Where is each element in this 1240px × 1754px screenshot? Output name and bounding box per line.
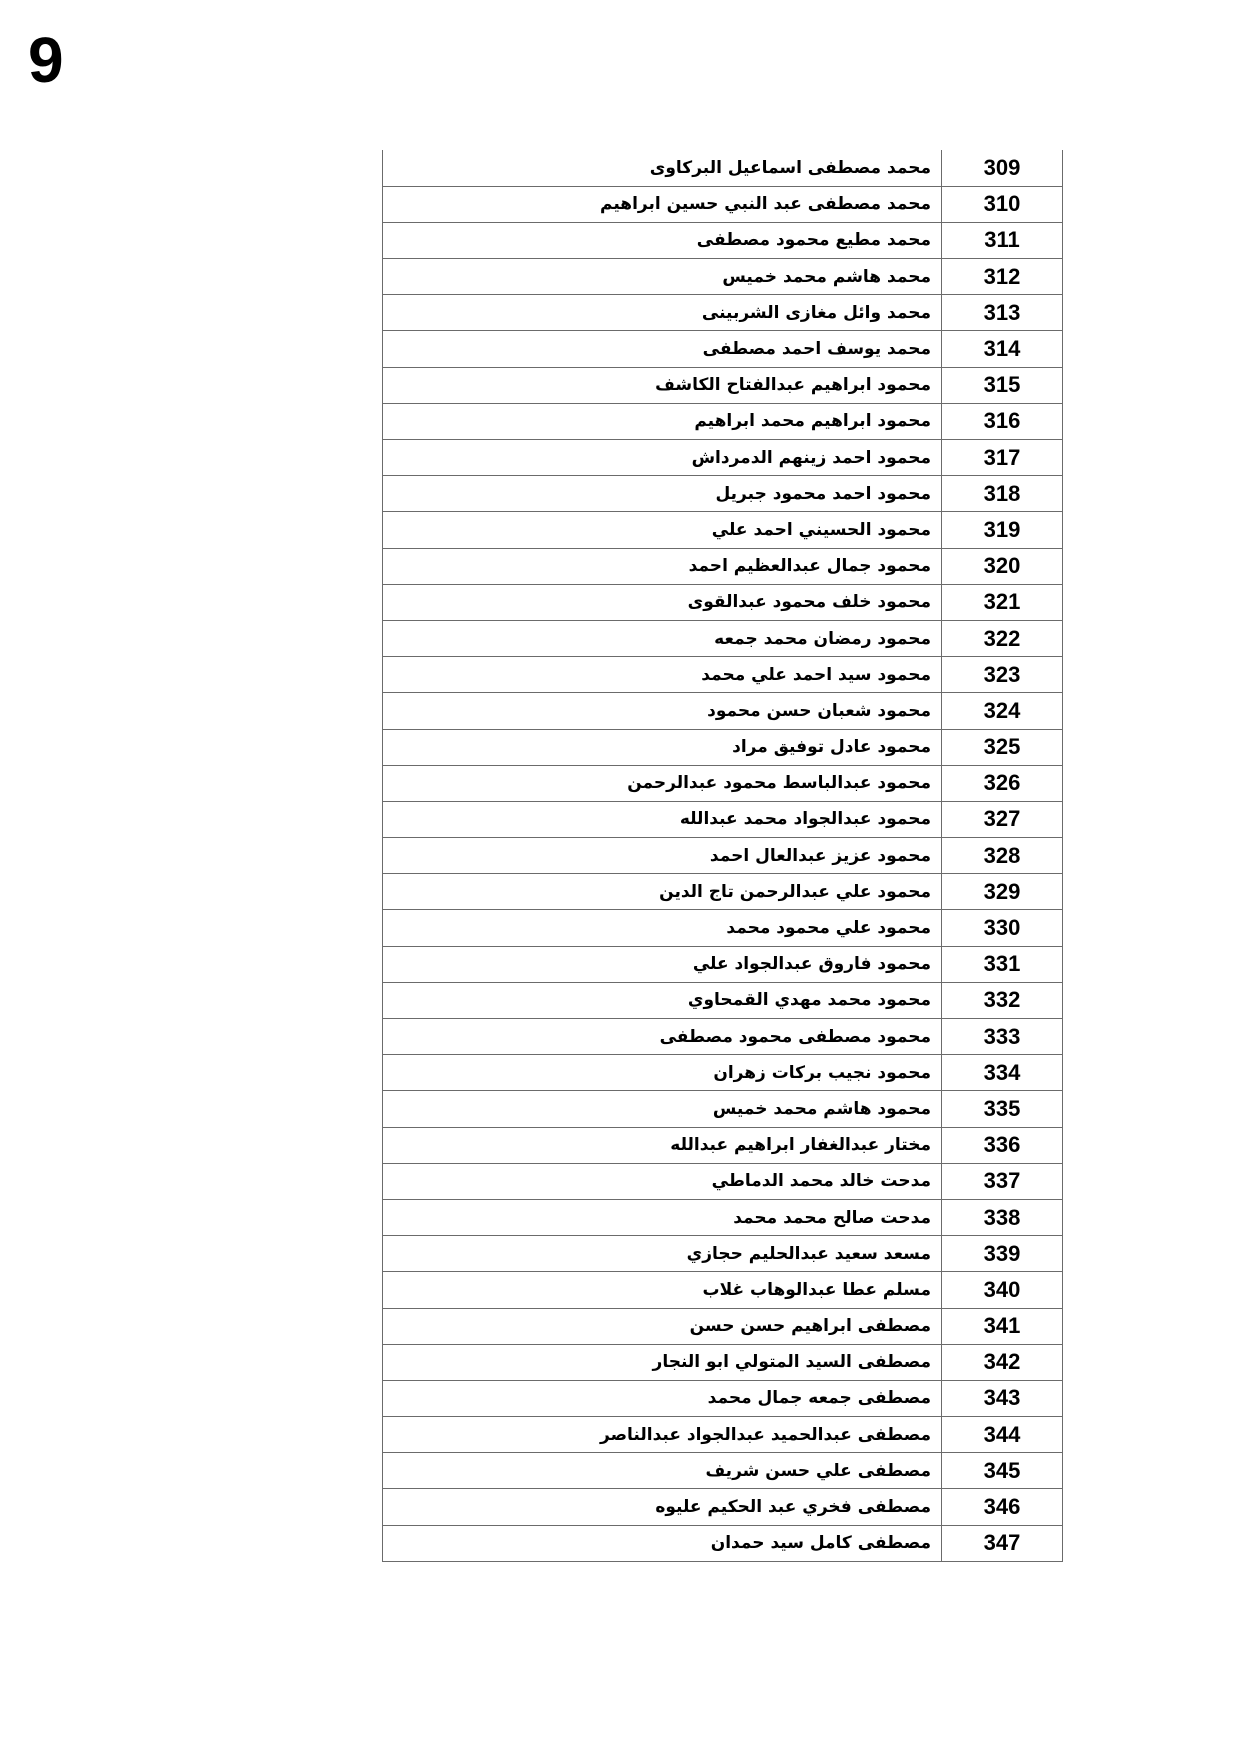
- row-number: 331: [942, 946, 1063, 982]
- row-name: محمود عزيز عبدالعال احمد: [383, 838, 942, 874]
- table-row: [383, 367, 1063, 403]
- row-number: 310: [942, 186, 1063, 222]
- row-number: 316: [942, 403, 1063, 439]
- row-number: 325: [942, 729, 1063, 765]
- row-name: مدحت صالح محمد محمد: [383, 1199, 942, 1235]
- row-name: محمود ابراهيم عبدالفتاح الكاشف: [383, 367, 942, 403]
- row-name: محمد مصطفى عبد النبي حسين ابراهيم: [383, 186, 942, 222]
- table-row: [383, 1453, 1063, 1489]
- row-name: محمود مصطفى محمود مصطفى: [383, 1019, 942, 1055]
- table-row: [383, 946, 1063, 982]
- row-name: محمود جمال عبدالعظيم احمد: [383, 548, 942, 584]
- table-row: [383, 1417, 1063, 1453]
- names-table-container: [382, 150, 1063, 1562]
- table-row: [383, 910, 1063, 946]
- table-row: [383, 295, 1063, 331]
- table-row: [383, 838, 1063, 874]
- row-number: 347: [942, 1525, 1063, 1561]
- row-name: محمود ابراهيم محمد ابراهيم: [383, 403, 942, 439]
- row-name: محمود احمد محمود جبريل: [383, 476, 942, 512]
- table-row: [383, 186, 1063, 222]
- row-number: 343: [942, 1380, 1063, 1416]
- table-row: [383, 1489, 1063, 1525]
- row-number: 341: [942, 1308, 1063, 1344]
- table-row: [383, 1380, 1063, 1416]
- row-number: 311: [942, 222, 1063, 258]
- row-number: 317: [942, 440, 1063, 476]
- table-row: [383, 1091, 1063, 1127]
- row-number: 328: [942, 838, 1063, 874]
- table-row: [383, 729, 1063, 765]
- row-number: 337: [942, 1163, 1063, 1199]
- table-row: [383, 222, 1063, 258]
- row-name: محمود عبدالجواد محمد عبدالله: [383, 801, 942, 837]
- table-row: [383, 1019, 1063, 1055]
- row-name: محمود احمد زينهم الدمرداش: [383, 440, 942, 476]
- row-name: محمود نجيب بركات زهران: [383, 1055, 942, 1091]
- row-number: 318: [942, 476, 1063, 512]
- row-number: 314: [942, 331, 1063, 367]
- table-row: [383, 1308, 1063, 1344]
- row-number: 338: [942, 1199, 1063, 1235]
- row-number: 340: [942, 1272, 1063, 1308]
- row-number: 342: [942, 1344, 1063, 1380]
- row-name: محمود رمضان محمد جمعه: [383, 620, 942, 656]
- row-name: محمود سيد احمد علي محمد: [383, 657, 942, 693]
- row-name: مصطفى ابراهيم حسن حسن: [383, 1308, 942, 1344]
- row-name: محمد يوسف احمد مصطفى: [383, 331, 942, 367]
- row-number: 312: [942, 259, 1063, 295]
- table-row: [383, 765, 1063, 801]
- row-name: مصطفى فخري عبد الحكيم عليوه: [383, 1489, 942, 1525]
- table-row: [383, 1344, 1063, 1380]
- row-name: محمود هاشم محمد خميس: [383, 1091, 942, 1127]
- row-name: مصطفى كامل سيد حمدان: [383, 1525, 942, 1561]
- row-name: محمد هاشم محمد خميس: [383, 259, 942, 295]
- table-row: [383, 584, 1063, 620]
- table-row: [383, 150, 1063, 186]
- row-name: محمود خلف محمود عبدالقوى: [383, 584, 942, 620]
- row-name: مصطفى عبدالحميد عبدالجواد عبدالناصر: [383, 1417, 942, 1453]
- row-name: محمد مصطفى اسماعيل البركاوى: [383, 150, 942, 186]
- row-number: 346: [942, 1489, 1063, 1525]
- row-name: مدحت خالد محمد الدماطي: [383, 1163, 942, 1199]
- table-row: [383, 620, 1063, 656]
- row-name: مصطفى السيد المتولي ابو النجار: [383, 1344, 942, 1380]
- row-name: محمود علي محمود محمد: [383, 910, 942, 946]
- table-row: [383, 657, 1063, 693]
- row-number: 315: [942, 367, 1063, 403]
- row-number: 322: [942, 620, 1063, 656]
- row-name: مسلم عطا عبدالوهاب غلاب: [383, 1272, 942, 1308]
- row-name: محمود عادل توفيق مراد: [383, 729, 942, 765]
- table-row: [383, 259, 1063, 295]
- table-row: [383, 1525, 1063, 1561]
- row-number: 320: [942, 548, 1063, 584]
- table-row: [383, 874, 1063, 910]
- row-number: 334: [942, 1055, 1063, 1091]
- page-number: 9: [28, 24, 64, 96]
- row-name: محمد وائل مغازى الشربينى: [383, 295, 942, 331]
- row-number: 323: [942, 657, 1063, 693]
- row-name: محمود علي عبدالرحمن تاج الدين: [383, 874, 942, 910]
- row-number: 319: [942, 512, 1063, 548]
- row-name: محمود الحسيني احمد علي: [383, 512, 942, 548]
- table-row: [383, 1199, 1063, 1235]
- row-number: 313: [942, 295, 1063, 331]
- row-number: 339: [942, 1236, 1063, 1272]
- row-number: 344: [942, 1417, 1063, 1453]
- row-number: 345: [942, 1453, 1063, 1489]
- row-name: مصطفى جمعه جمال محمد: [383, 1380, 942, 1416]
- row-number: 332: [942, 982, 1063, 1018]
- row-name: محمود شعبان حسن محمود: [383, 693, 942, 729]
- table-row: [383, 476, 1063, 512]
- table-row: [383, 982, 1063, 1018]
- row-number: 324: [942, 693, 1063, 729]
- table-body: [383, 150, 1063, 1561]
- table-row: [383, 403, 1063, 439]
- row-name: مسعد سعيد عبدالحليم حجازي: [383, 1236, 942, 1272]
- row-name: محمود محمد مهدي القمحاوي: [383, 982, 942, 1018]
- row-number: 335: [942, 1091, 1063, 1127]
- table-row: [383, 693, 1063, 729]
- row-name: محمود عبدالباسط محمود عبدالرحمن: [383, 765, 942, 801]
- table-row: [383, 1055, 1063, 1091]
- table-row: [383, 548, 1063, 584]
- table-row: [383, 331, 1063, 367]
- table-row: [383, 801, 1063, 837]
- table-row: [383, 1236, 1063, 1272]
- table-row: [383, 440, 1063, 476]
- table-row: [383, 1163, 1063, 1199]
- row-name: مختار عبدالغفار ابراهيم عبدالله: [383, 1127, 942, 1163]
- row-number: 333: [942, 1019, 1063, 1055]
- table-row: [383, 512, 1063, 548]
- row-number: 309: [942, 150, 1063, 186]
- row-name: محمد مطيع محمود مصطفى: [383, 222, 942, 258]
- row-number: 326: [942, 765, 1063, 801]
- row-name: محمود فاروق عبدالجواد علي: [383, 946, 942, 982]
- row-number: 330: [942, 910, 1063, 946]
- names-table: [382, 150, 1063, 1562]
- table-row: [383, 1127, 1063, 1163]
- row-name: مصطفى علي حسن شريف: [383, 1453, 942, 1489]
- row-number: 336: [942, 1127, 1063, 1163]
- table-row: [383, 1272, 1063, 1308]
- row-number: 327: [942, 801, 1063, 837]
- row-number: 321: [942, 584, 1063, 620]
- row-number: 329: [942, 874, 1063, 910]
